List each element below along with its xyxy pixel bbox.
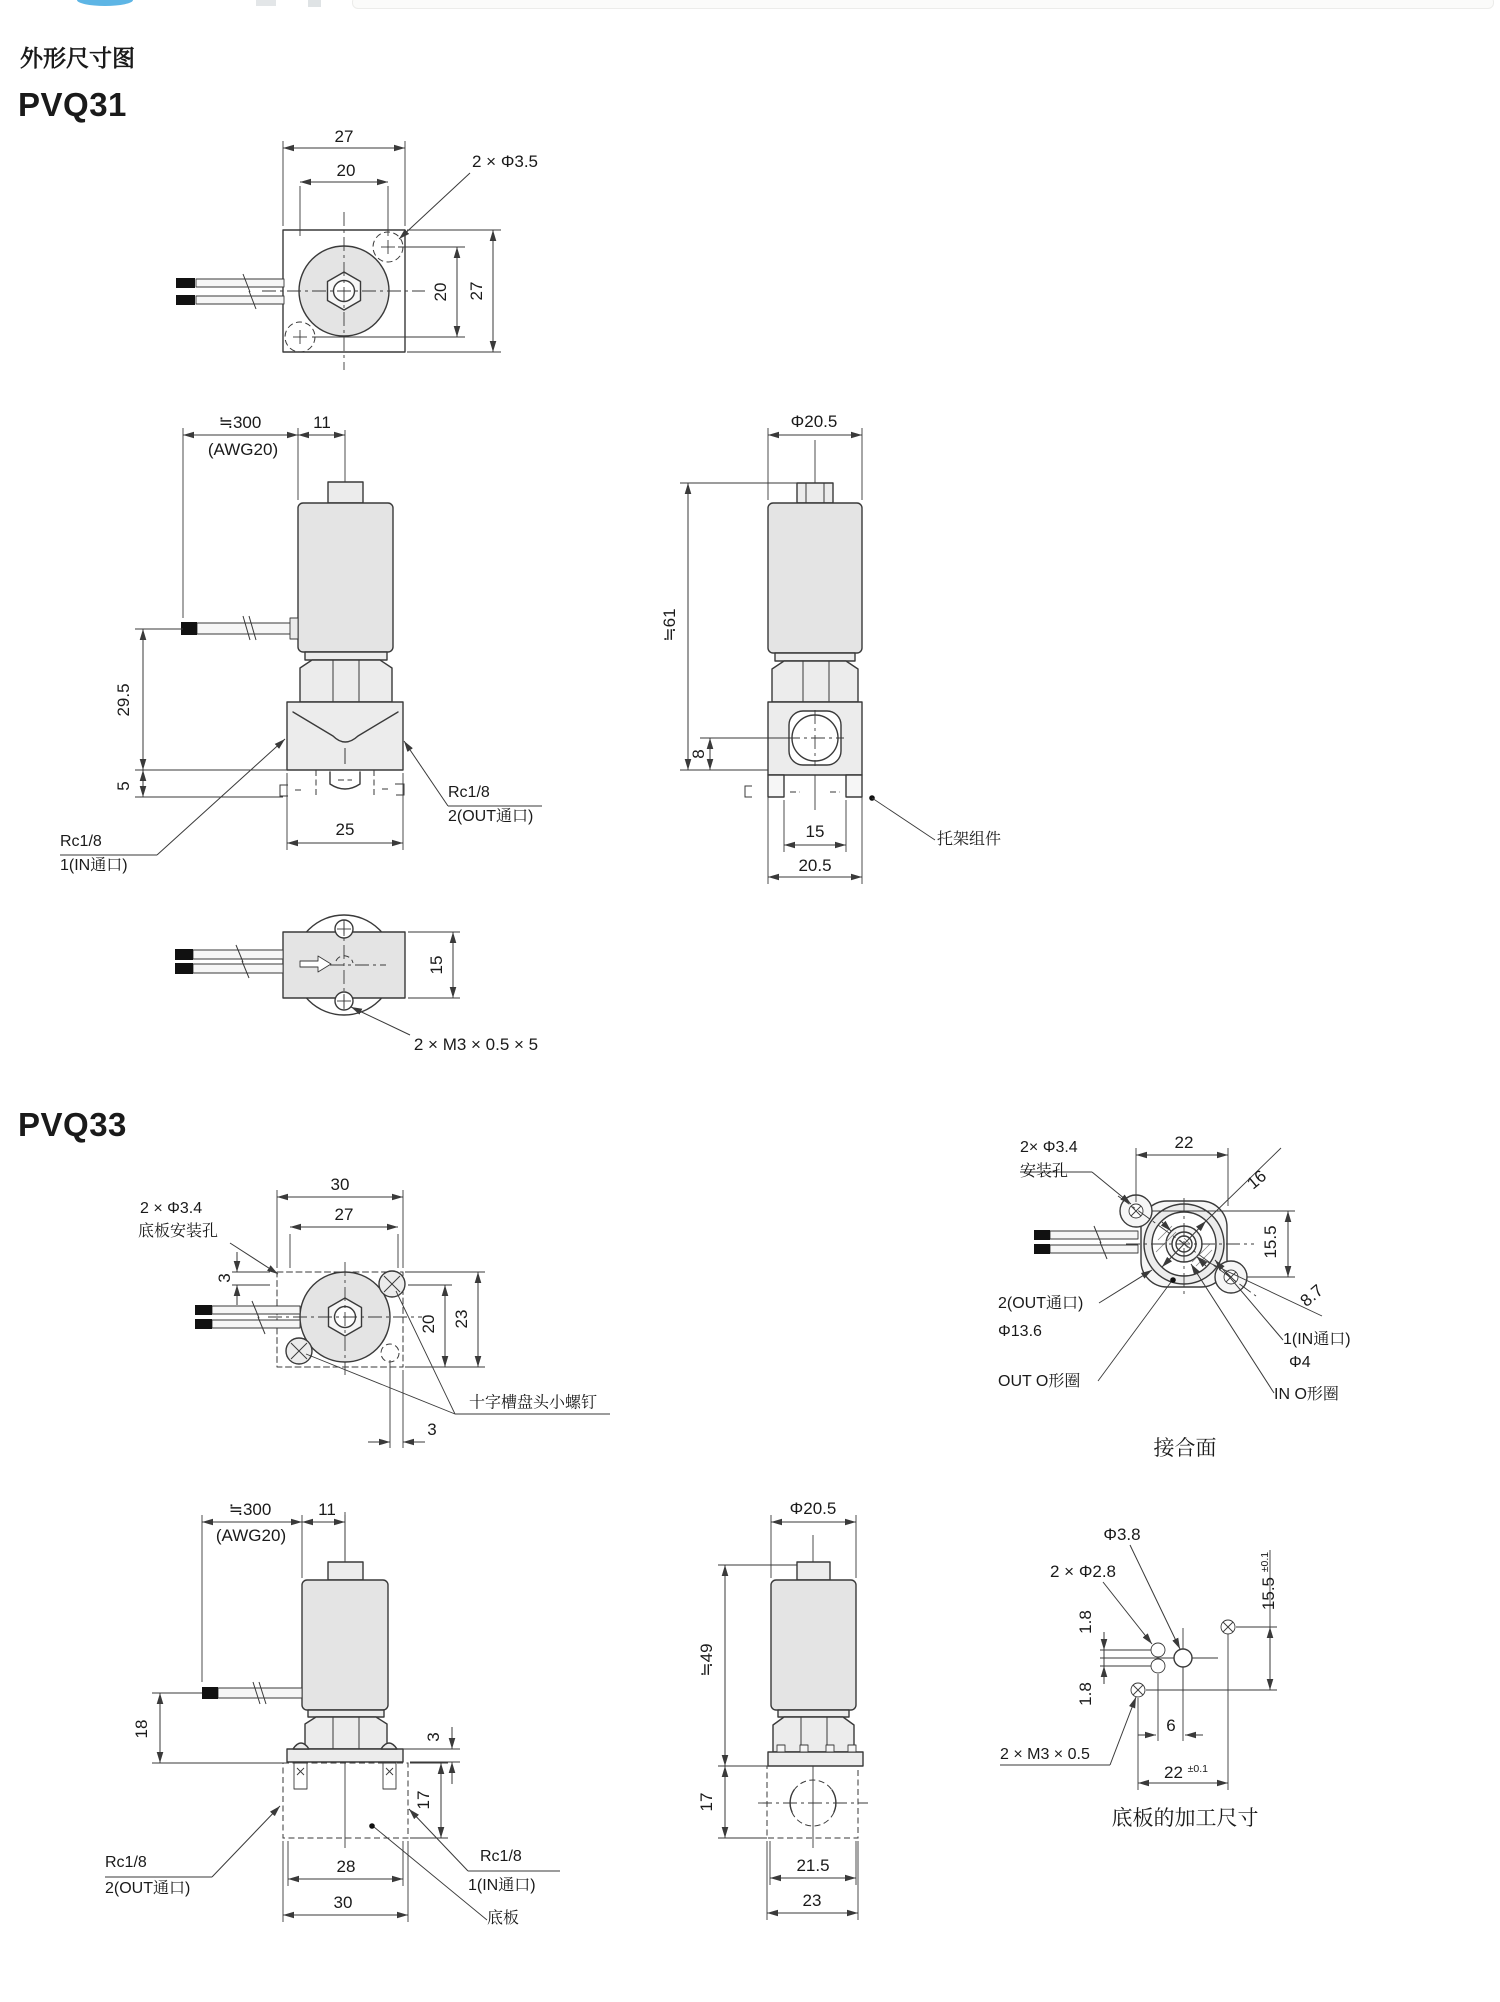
dim-plate-side-holes: 2 × Φ2.8 [1049, 1562, 1117, 1582]
label-pvq31-bracket: 托架组件 [937, 831, 1002, 848]
caption-joint-face: 接合面 [1153, 1436, 1217, 1460]
caption-plate-machining: 底板的加工尺寸 [1111, 1806, 1259, 1830]
dim-pvq31-front-height: ≒61 [660, 608, 680, 642]
dim-pvq33-face-in-diag: 8.7 [1296, 1280, 1327, 1311]
dim-pvq33-top-h-inner: 20 [419, 1314, 439, 1334]
dim-pvq31-side-h1: 29.5 [114, 683, 134, 717]
dim-plate-pitch-v-value: 15.5 [1259, 1577, 1279, 1611]
pvq31-bottom-view [175, 915, 545, 1035]
dim-plate-center-hole: Φ3.8 [1103, 1525, 1141, 1545]
pvq33-front-view [718, 1515, 868, 1920]
dim-pvq31-bottom-h: 15 [427, 955, 447, 975]
dim-pvq33-top-offset: 3 [427, 1420, 437, 1440]
dim-pvq31-top-height-holes: 20 [431, 282, 451, 302]
dim-pvq33-front-w2: 23 [802, 1891, 822, 1911]
dim-pvq31-front-port-h: 8 [689, 749, 709, 759]
label-pvq33-plate: 底板 [487, 1910, 520, 1927]
label-pvq33-out-thread: Rc1/8 [105, 1854, 147, 1871]
dim-pvq31-lead-length: ≒300 [218, 413, 262, 433]
pvq33-joint-face-view [1020, 1148, 1322, 1393]
label-pvq33-plate-holes-2: 底板安装孔 [138, 1223, 219, 1240]
dim-plate-p2: 1.8 [1076, 1682, 1096, 1706]
label-pvq31-mount-holes: 2 × Φ3.5 [471, 152, 539, 172]
dim-pvq31-front-base-w: 20.5 [798, 856, 832, 876]
label-pvq33-screw: 十字槽盘头小螺钉 [468, 1394, 598, 1412]
dim-pvq33-front-dia: Φ20.5 [789, 1499, 837, 1519]
dim-pvq31-side-h2: 5 [114, 781, 134, 791]
dim-pvq33-side-h1: 18 [132, 1719, 152, 1739]
dim-pvq33-side-w1: 28 [336, 1857, 356, 1877]
dim-pvq33-face-w: 22 [1174, 1133, 1194, 1153]
label-pvq33-plate-holes: 2 × Φ3.4 [140, 1200, 203, 1217]
label-pvq33-out-port: 2(OUT通口) [105, 1880, 191, 1897]
label-pvq33-face-holes: 2× Φ3.4 [1020, 1139, 1078, 1156]
dim-pvq31-top-height-outer: 27 [467, 281, 487, 301]
dim-pvq31-side-width: 25 [335, 820, 355, 840]
dim-pvq33-side-w2: 30 [333, 1893, 353, 1913]
label-pvq33-face-out-port: 2(OUT通口) [998, 1295, 1084, 1312]
dim-pvq31-front-dia: Φ20.5 [790, 412, 838, 432]
dim-pvq33-face-mid-dia: 16 [1243, 1166, 1271, 1194]
label-pvq33-face-holes-2: 安装孔 [1020, 1163, 1069, 1180]
label-pvq33-face-out-dia: Φ13.6 [998, 1323, 1042, 1340]
dim-pvq31-side-offset: 11 [313, 413, 331, 433]
page-title: 外形尺寸图 [20, 45, 135, 71]
dim-pvq33-side-offset: 11 [318, 1500, 336, 1520]
dim-pvq33-lead-length: ≒300 [228, 1500, 272, 1520]
dim-pvq33-side-flange-t: 3 [424, 1732, 444, 1742]
dim-pvq31-front-slot-w: 15 [805, 822, 825, 842]
dim-pvq33-front-h: ≒49 [697, 1643, 717, 1677]
dim-plate-pitch-v [1260, 1552, 1278, 1610]
label-pvq33-face-out-oring: OUT O形圈 [998, 1373, 1081, 1390]
label-pvq33-face-in-port: 1(IN通口) [1283, 1331, 1351, 1348]
dim-plate-p1: 1.8 [1076, 1610, 1096, 1634]
label-pvq33-lead-gauge: (AWG20) [215, 1526, 287, 1546]
dim-plate-pitch-h [1164, 1764, 1208, 1782]
pvq31-front-view [680, 428, 935, 884]
label-pvq31-in-port: 1(IN通口) [60, 857, 128, 874]
dim-plate-pitch-h-value: 22 [1163, 1763, 1183, 1783]
dim-pvq33-side-plate-h: 17 [414, 1790, 434, 1810]
dim-pvq33-top-w-outer: 30 [330, 1175, 350, 1195]
label-plate-thread: 2 × M3 × 0.5 [1000, 1746, 1090, 1763]
dim-plate-hole-offset: 6 [1166, 1716, 1176, 1736]
label-pvq31-in-thread: Rc1/8 [60, 833, 102, 850]
dim-pvq31-top-width-outer: 27 [334, 127, 354, 147]
label-pvq33-face-in-dia: Φ4 [1289, 1354, 1311, 1371]
label-pvq31-lead-gauge: (AWG20) [207, 440, 279, 460]
label-pvq33-face-in-oring: IN O形圈 [1274, 1386, 1339, 1403]
model-heading-pvq31: PVQ31 [18, 86, 127, 123]
dim-plate-pitch-v-tol: ±0.1 [1259, 1551, 1272, 1573]
dim-pvq33-front-plate-h: 17 [697, 1792, 717, 1812]
dim-plate-pitch-h-tol: ±0.1 [1187, 1763, 1209, 1776]
label-pvq31-out-port: 2(OUT通口) [448, 808, 534, 825]
dim-pvq33-top-edge: 3 [215, 1273, 235, 1283]
label-pvq33-in-thread: Rc1/8 [480, 1848, 522, 1865]
label-pvq31-out-thread: Rc1/8 [448, 784, 490, 801]
dim-pvq33-face-pitch: 15.5 [1261, 1225, 1281, 1259]
dim-pvq33-top-w-inner: 27 [334, 1205, 354, 1225]
dim-pvq33-front-w1: 21.5 [796, 1856, 830, 1876]
dim-pvq33-top-h-outer: 23 [452, 1309, 472, 1329]
dim-pvq31-top-width-holes: 20 [336, 161, 356, 181]
model-heading-pvq33: PVQ33 [18, 1106, 127, 1143]
label-pvq31-thread: 2 × M3 × 0.5 × 5 [413, 1035, 539, 1055]
label-pvq33-in-port: 1(IN通口) [468, 1877, 536, 1894]
